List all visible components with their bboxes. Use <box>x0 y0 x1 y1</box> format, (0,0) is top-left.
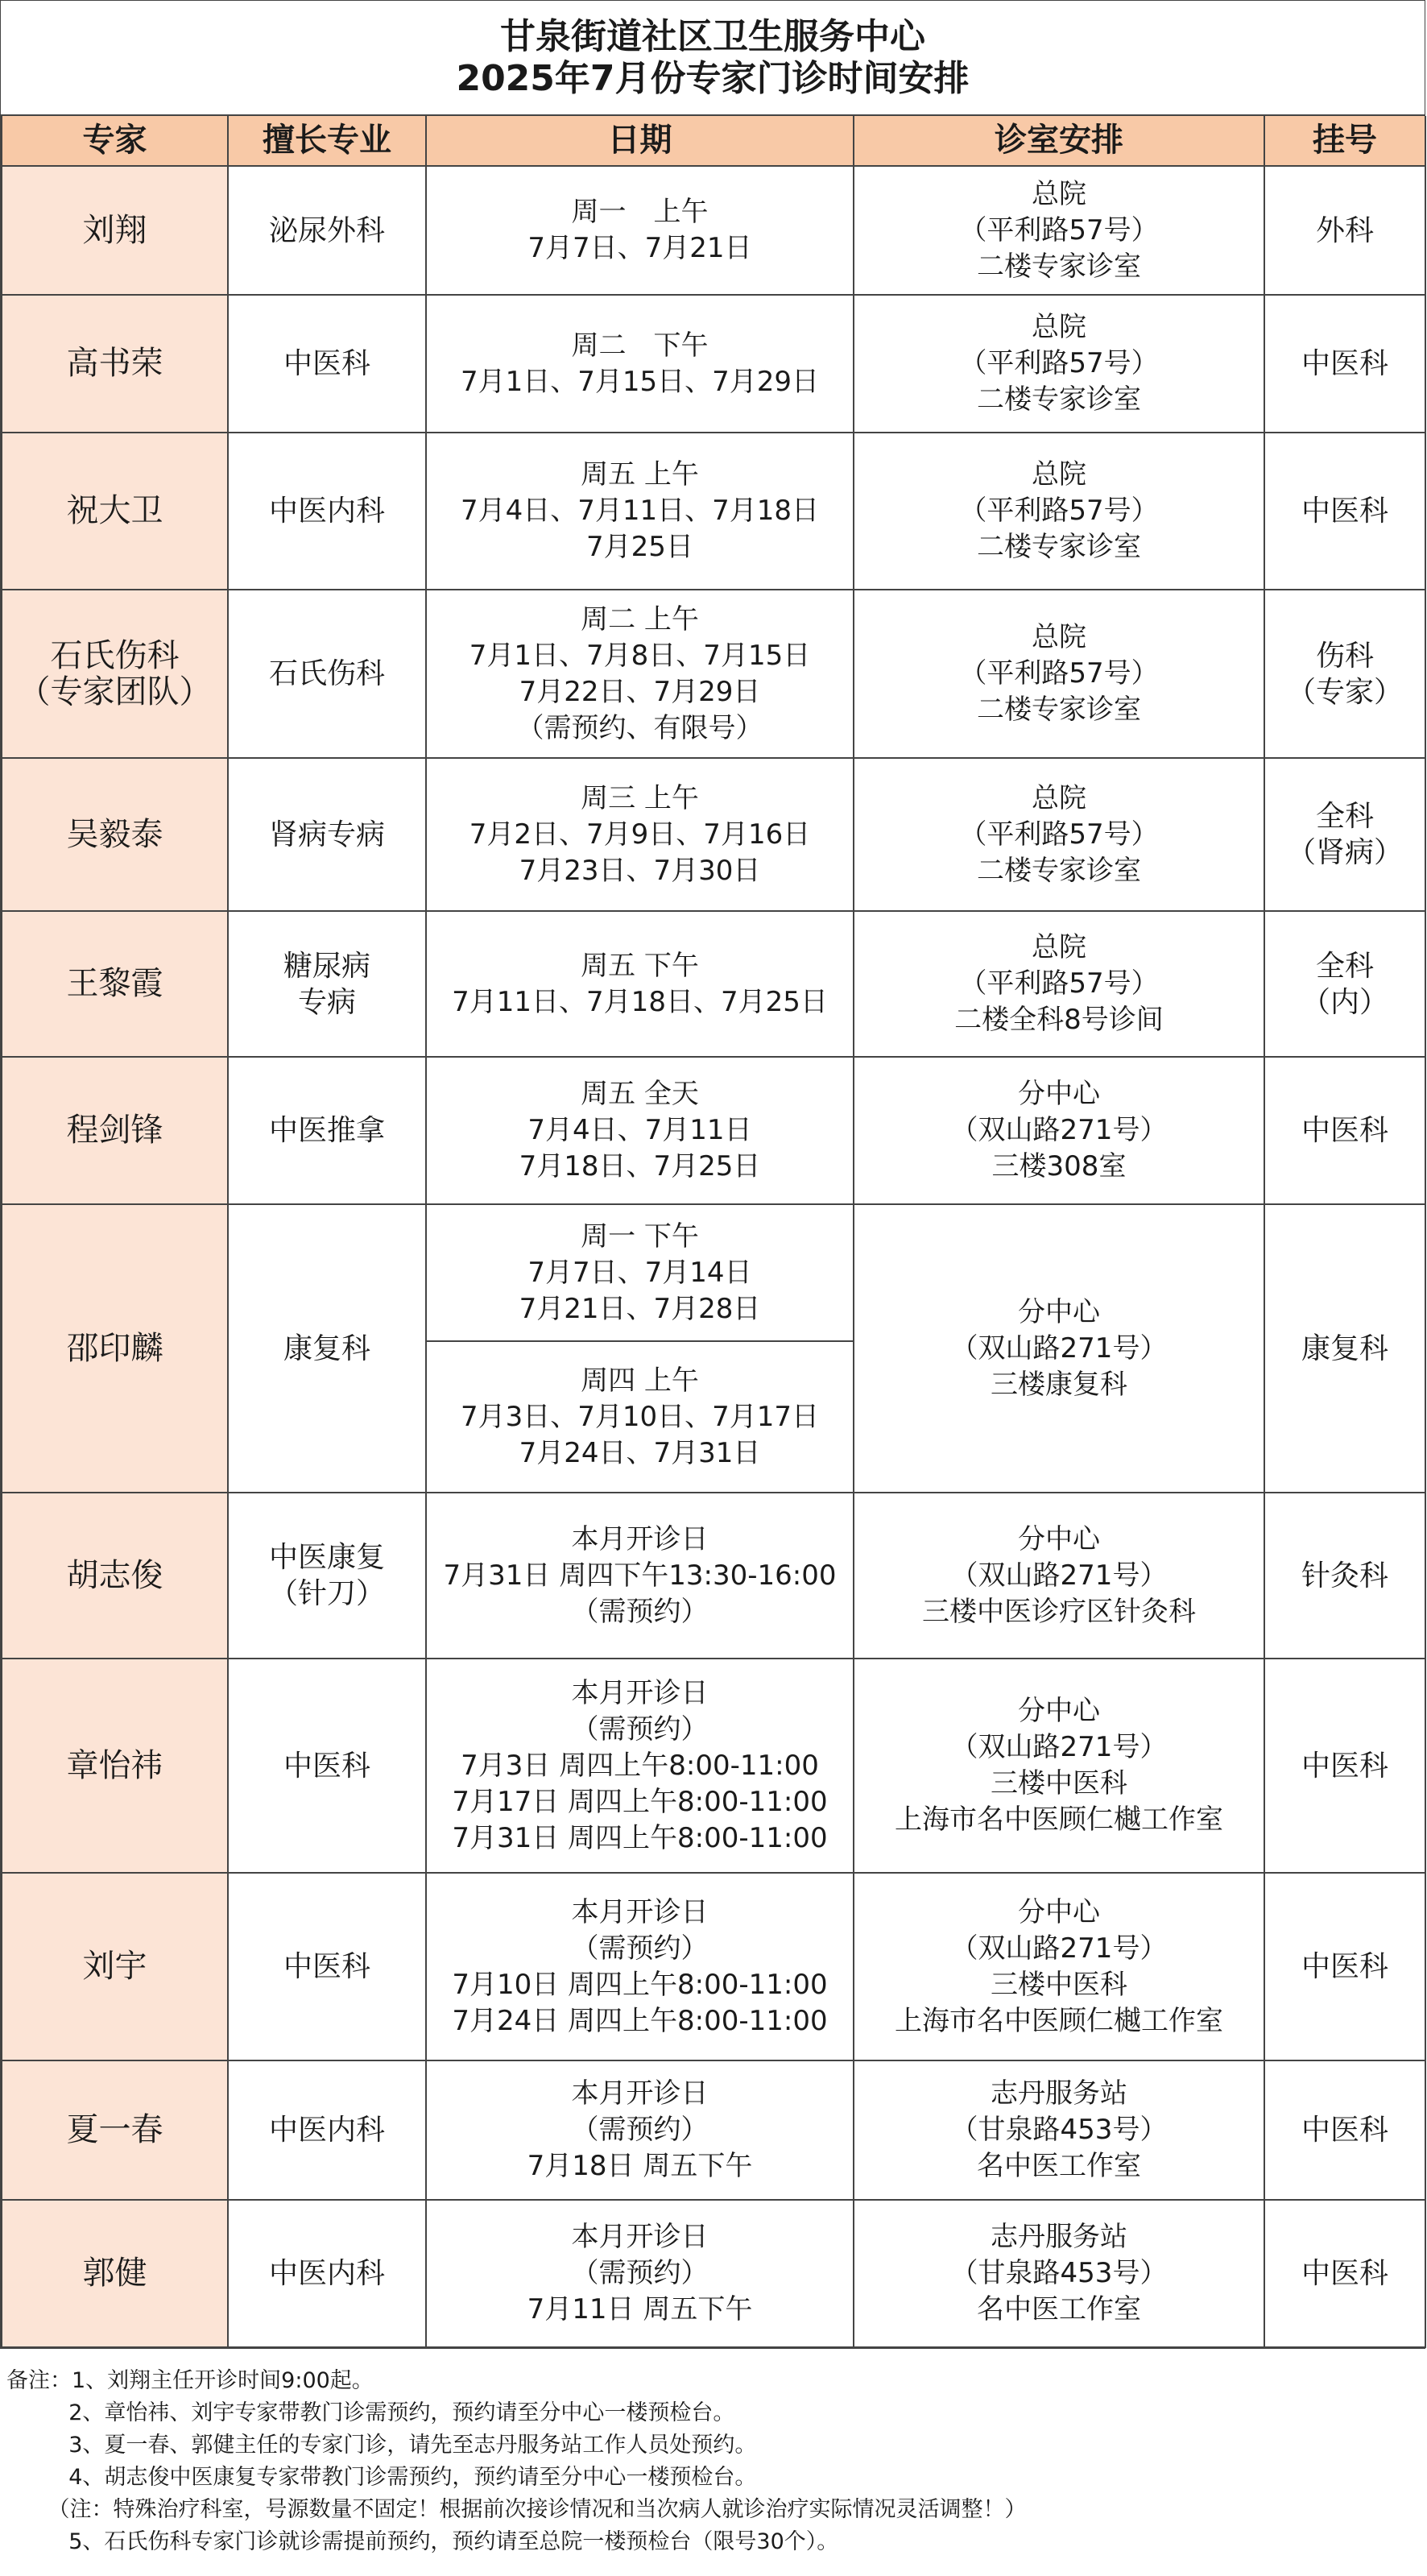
clinic-date-2: 周四 上午 7月3日、7月10日、7月17日 7月24日、7月31日 <box>426 1341 854 1493</box>
register-dept: 中医科 <box>1264 295 1425 433</box>
specialty: 中医科 <box>228 1873 426 2060</box>
register-dept: 伤科 （专家） <box>1264 590 1425 758</box>
expert-name: 胡志俊 <box>2 1493 228 1659</box>
header-specialty: 擅长专业 <box>228 116 426 166</box>
clinic-date: 周一 下午 7月7日、7月14日 7月21日、7月28日 <box>426 1204 854 1341</box>
table-row <box>2 2060 1425 2200</box>
clinic-room: 分中心 （双山路271号） 三楼中医诊疗区针灸科 <box>854 1493 1264 1659</box>
expert-name: 程剑锋 <box>2 1057 228 1204</box>
clinic-date: 周五 下午 7月11日、7月18日、7月25日 <box>426 911 854 1057</box>
clinic-date: 周五 全天 7月4日、7月11日 7月18日、7月25日 <box>426 1057 854 1204</box>
clinic-room: 分中心 （双山路271号） 三楼中医科 上海市名中医顾仁樾工作室 <box>854 1659 1264 1873</box>
specialty: 中医推拿 <box>228 1057 426 1204</box>
specialty: 中医内科 <box>228 433 426 590</box>
specialty: 泌尿外科 <box>228 166 426 295</box>
register-dept: 中医科 <box>1264 433 1425 590</box>
table-row <box>2 590 1425 758</box>
expert-name: 章怡祎 <box>2 1659 228 1873</box>
clinic-room: 分中心 （双山路271号） 三楼中医科 上海市名中医顾仁樾工作室 <box>854 1873 1264 2060</box>
clinic-date: 周三 上午 7月2日、7月9日、7月16日 7月23日、7月30日 <box>426 758 854 911</box>
table-row <box>2 911 1425 1057</box>
table-row <box>2 166 1425 295</box>
header-register: 挂号 <box>1264 116 1425 166</box>
expert-name: 郭健 <box>2 2200 228 2347</box>
clinic-date: 本月开诊日 7月31日 周四下午13:30-16:00 （需预约） <box>426 1493 854 1659</box>
schedule-table <box>1 116 1426 2348</box>
specialty: 糖尿病 专病 <box>228 911 426 1057</box>
clinic-date: 本月开诊日 （需预约） 7月3日 周四上午8:00-11:00 7月17日 周四上午8:00-11:00 7月31日 周四上午8:00-11:00 <box>426 1659 854 1873</box>
clinic-room: 总院 （平利路57号） 二楼全科8号诊间 <box>854 911 1264 1057</box>
register-dept: 康复科 <box>1264 1204 1425 1493</box>
specialty: 中医科 <box>228 1659 426 1873</box>
clinic-room: 总院 （平利路57号） 二楼专家诊室 <box>854 590 1264 758</box>
table-row <box>2 758 1425 911</box>
table-row <box>2 1659 1425 1873</box>
clinic-date: 周二 下午 7月1日、7月15日、7月29日 <box>426 295 854 433</box>
clinic-room: 志丹服务站 （甘泉路453号） 名中医工作室 <box>854 2200 1264 2347</box>
note-line: 4、胡志俊中医康复专家带教门诊需预约，预约请至分中心一楼预检台。 <box>6 2465 757 2490</box>
clinic-date: 本月开诊日 （需预约） 7月18日 周五下午 <box>426 2060 854 2200</box>
note-line: （注：特殊治疗科室，号源数量不固定！根据前次接诊情况和当次病人就诊治疗实际情况灵活调整！） <box>6 2497 1027 2522</box>
clinic-date: 周一 上午 7月7日、7月21日 <box>426 166 854 295</box>
header-row <box>2 116 1425 166</box>
clinic-room: 总院 （平利路57号） 二楼专家诊室 <box>854 758 1264 911</box>
clinic-room: 分中心 （双山路271号） 三楼308室 <box>854 1057 1264 1204</box>
clinic-room: 总院 （平利路57号） 二楼专家诊室 <box>854 166 1264 295</box>
table-row <box>2 1873 1425 2060</box>
specialty: 中医科 <box>228 295 426 433</box>
expert-name: 王黎霞 <box>2 911 228 1057</box>
expert-name: 祝大卫 <box>2 433 228 590</box>
note-line: 3、夏一春、郭健主任的专家门诊，请先至志丹服务站工作人员处预约。 <box>6 2433 757 2458</box>
expert-name: 邵印麟 <box>2 1204 228 1493</box>
note-line: 5、石氏伤科专家门诊就诊需提前预约，预约请至总院一楼预检台（限号30个）。 <box>6 2529 839 2554</box>
clinic-room: 总院 （平利路57号） 二楼专家诊室 <box>854 295 1264 433</box>
table-row <box>2 433 1425 590</box>
expert-name: 吴毅泰 <box>2 758 228 911</box>
specialty: 康复科 <box>228 1204 426 1493</box>
register-dept: 外科 <box>1264 166 1425 295</box>
title-line-1: 甘泉街道社区卫生服务中心 <box>500 15 925 57</box>
title-line-2: 2025年7月份专家门诊时间安排 <box>456 57 970 99</box>
header-expert: 专家 <box>2 116 228 166</box>
clinic-date: 本月开诊日 （需预约） 7月10日 周四上午8:00-11:00 7月24日 周四上午8:00-11:00 <box>426 1873 854 2060</box>
header-date: 日期 <box>426 116 854 166</box>
register-dept: 中医科 <box>1264 1057 1425 1204</box>
note-line: 2、章怡祎、刘宇专家带教门诊需预约，预约请至分中心一楼预检台。 <box>6 2400 735 2425</box>
expert-name: 高书荣 <box>2 295 228 433</box>
specialty: 中医康复 （针刀） <box>228 1493 426 1659</box>
note-line: 备注：1、刘翔主任开诊时间9:00起。 <box>6 2368 374 2393</box>
table-row <box>2 1057 1425 1204</box>
register-dept: 中医科 <box>1264 1873 1425 2060</box>
expert-name: 刘翔 <box>2 166 228 295</box>
page-title <box>1 1 1425 116</box>
register-dept: 针灸科 <box>1264 1493 1425 1659</box>
table-row <box>2 1204 1425 1341</box>
register-dept: 中医科 <box>1264 2060 1425 2200</box>
expert-name: 刘宇 <box>2 1873 228 2060</box>
clinic-date: 周二 上午 7月1日、7月8日、7月15日 7月22日、7月29日 （需预约、有限号） <box>426 590 854 758</box>
register-dept: 中医科 <box>1264 2200 1425 2347</box>
table-row <box>2 1493 1425 1659</box>
specialty: 石氏伤科 <box>228 590 426 758</box>
register-dept: 中医科 <box>1264 1659 1425 1873</box>
table-row <box>2 2200 1425 2347</box>
clinic-room: 志丹服务站 （甘泉路453号） 名中医工作室 <box>854 2060 1264 2200</box>
clinic-room: 分中心 （双山路271号） 三楼康复科 <box>854 1204 1264 1493</box>
clinic-room: 总院 （平利路57号） 二楼专家诊室 <box>854 433 1264 590</box>
specialty: 中医内科 <box>228 2200 426 2347</box>
expert-name: 夏一春 <box>2 2060 228 2200</box>
clinic-date: 本月开诊日 （需预约） 7月11日 周五下午 <box>426 2200 854 2347</box>
header-room: 诊室安排 <box>854 116 1264 166</box>
expert-name: 石氏伤科 （专家团队） <box>2 590 228 758</box>
specialty: 肾病专病 <box>228 758 426 911</box>
specialty: 中医内科 <box>228 2060 426 2200</box>
register-dept: 全科 （肾病） <box>1264 758 1425 911</box>
notes-section <box>0 2349 1427 2558</box>
table-row <box>2 295 1425 433</box>
register-dept: 全科 （内） <box>1264 911 1425 1057</box>
clinic-date: 周五 上午 7月4日、7月11日、7月18日 7月25日 <box>426 433 854 590</box>
